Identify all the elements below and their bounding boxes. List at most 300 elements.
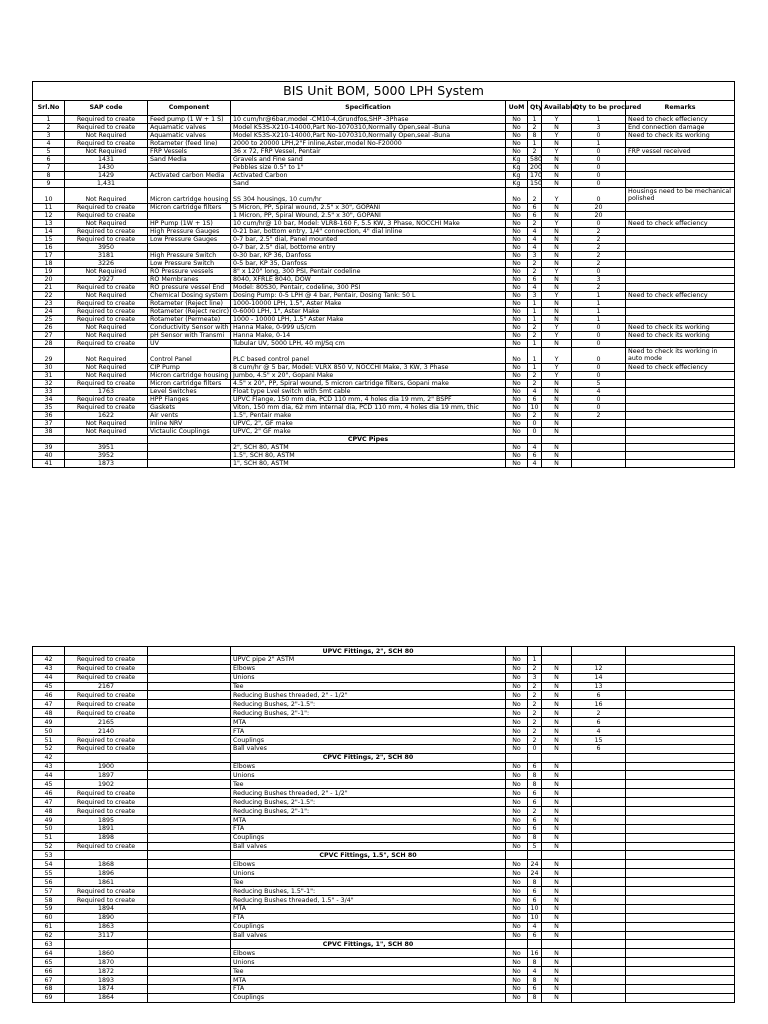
cell-qty: 3 [528, 292, 542, 300]
table-row [33, 124, 735, 132]
empty-cell [33, 436, 65, 444]
cell-spec: Reducing Bushes threaded, 1.5" - 3/4" [231, 895, 506, 904]
cell-avail: Y [542, 372, 572, 380]
cell-component: RO Membranes [148, 276, 231, 284]
cell-uom: No [506, 380, 528, 388]
table-row [33, 212, 735, 220]
table-row [33, 372, 735, 380]
cell-proc [572, 922, 626, 931]
cell-uom: No [506, 975, 528, 984]
cell-sap [65, 753, 148, 762]
cell-component: Gaskets [148, 404, 231, 412]
cell-avail: N [542, 949, 572, 958]
cell-component [148, 460, 231, 468]
cell-sap: 1873 [65, 460, 148, 468]
cell-srl: 12 [33, 212, 65, 220]
cell-component [148, 842, 231, 851]
cell-proc: 1 [572, 308, 626, 316]
cell-sap: Required to create [65, 887, 148, 896]
cell-proc: 0 [572, 164, 626, 172]
cell-qty: 3 [528, 252, 542, 260]
cell-proc [572, 975, 626, 984]
cell-component [148, 709, 231, 718]
cell-spec: Reducing Bushes, 2"-1.5": [231, 700, 506, 709]
table-row [33, 276, 735, 284]
table-row [33, 236, 735, 244]
table-row [33, 940, 735, 949]
cell-spec: 36 x 72, FRP Vessel, Pentair [231, 148, 506, 156]
cell-component [148, 771, 231, 780]
cell-avail: N [542, 824, 572, 833]
cell-sap: Required to create [65, 380, 148, 388]
cell-component: Aquamatic valves [148, 132, 231, 140]
cell-remarks [626, 664, 735, 673]
cell-avail: Y [542, 332, 572, 340]
cell-srl: 17 [33, 252, 65, 260]
cell-avail: N [542, 172, 572, 180]
cell-srl: 14 [33, 228, 65, 236]
cell-avail: N [542, 727, 572, 736]
empty-cell [33, 647, 65, 656]
cell-avail: Y [542, 292, 572, 300]
cell-qty: 2 [528, 332, 542, 340]
table-row [33, 180, 735, 188]
cell-remarks: End connection damage [626, 124, 735, 132]
table-row [33, 869, 735, 878]
cell-remarks [626, 780, 735, 789]
cell-spec: Reducing Bushes threaded, 2" - 1/2" [231, 789, 506, 798]
cell-sap: Not Required [65, 364, 148, 372]
cell-qty: 8 [528, 878, 542, 887]
cell-component [148, 180, 231, 188]
cell-qty: 6 [528, 204, 542, 212]
cell-component: High Pressure Switch [148, 252, 231, 260]
table-row [33, 420, 735, 428]
cell-proc: 5 [572, 380, 626, 388]
cell-uom: No [506, 220, 528, 228]
cell-proc [572, 949, 626, 958]
cell-qty: 8 [528, 132, 542, 140]
table-row [33, 967, 735, 976]
cell-remarks [626, 753, 735, 762]
cell-spec: Model K53S-X210-14000,Part No-1070310,Normally Open,seal -Buna [231, 124, 506, 132]
cell-avail: N [542, 673, 572, 682]
cell-qty: 24 [528, 869, 542, 878]
cell-srl: 37 [33, 420, 65, 428]
cell-uom: No [506, 949, 528, 958]
cell-component: UV [148, 340, 231, 348]
cell-avail: N [542, 396, 572, 404]
cell-srl: 54 [33, 860, 65, 869]
cell-avail: N [542, 164, 572, 172]
cell-spec: 8" x 120" long, 300 PSI, Pentair codeline [231, 268, 506, 276]
cell-avail: N [542, 300, 572, 308]
cell-qty: 1 [528, 316, 542, 324]
cell-sap: Required to create [65, 895, 148, 904]
cell-srl: 45 [33, 682, 65, 691]
cell-remarks [626, 276, 735, 284]
cell-uom: No [506, 709, 528, 718]
table-row [33, 116, 735, 124]
cell-proc: 2 [572, 709, 626, 718]
cell-qty: 2 [528, 691, 542, 700]
cell-spec: Couplings [231, 833, 506, 842]
cell-qty: 1 [528, 655, 542, 664]
cell-qty: 8 [528, 780, 542, 789]
cell-avail: N [542, 904, 572, 913]
cell-remarks [626, 718, 735, 727]
cell-qty: 2 [528, 380, 542, 388]
cell-uom: No [506, 655, 528, 664]
cell-sap: 1900 [65, 762, 148, 771]
cell-proc [572, 420, 626, 428]
header-row [33, 101, 735, 116]
cell-qty: 8 [528, 993, 542, 1002]
cell-srl: 35 [33, 404, 65, 412]
cell-qty: 0 [528, 420, 542, 428]
cell-sap: Required to create [65, 236, 148, 244]
cell-remarks [626, 949, 735, 958]
cell-qty: 1 [528, 364, 542, 372]
cell-srl: 48 [33, 807, 65, 816]
cell-sap: 1870 [65, 958, 148, 967]
cell-spec: 10 cum/hr@ 10 bar, Model: VLR8-160 F, 5.5 KW, 3 Phase, NOCCHI Make [231, 220, 506, 228]
cell-spec: 0-7 bar, 2.5" dial, Panel mounted [231, 236, 506, 244]
cell-component [148, 878, 231, 887]
table-row [33, 172, 735, 180]
cell-proc [572, 967, 626, 976]
cell-avail [542, 940, 572, 949]
cell-sap: Not Required [65, 188, 148, 204]
cell-qty: 2 [528, 412, 542, 420]
cell-proc: 0 [572, 372, 626, 380]
cell-sap: 1890 [65, 913, 148, 922]
cell-avail [542, 655, 572, 664]
table-row [33, 878, 735, 887]
cell-qty: 2 [528, 735, 542, 744]
cell-uom: No [506, 276, 528, 284]
cell-proc [572, 851, 626, 860]
cell-sap: 1893 [65, 975, 148, 984]
cell-proc: 2 [572, 244, 626, 252]
cell-avail: N [542, 922, 572, 931]
cell-spec: 0-6000 LPH, 1", Aster Make [231, 308, 506, 316]
table-row [33, 228, 735, 236]
cell-proc [572, 824, 626, 833]
cell-srl: 2 [33, 124, 65, 132]
cell-avail: N [542, 308, 572, 316]
cell-srl: 40 [33, 452, 65, 460]
cell-component [148, 744, 231, 753]
cell-qty: 6 [528, 276, 542, 284]
header-spec: Specification [231, 101, 506, 116]
table-row [33, 993, 735, 1002]
cell-remarks [626, 762, 735, 771]
cell-component: Low Pressure Gauges [148, 236, 231, 244]
cell-remarks [626, 412, 735, 420]
cell-proc: 2 [572, 252, 626, 260]
table-row [33, 364, 735, 372]
cell-qty: 4 [528, 236, 542, 244]
cell-spec: 1.5", SCH 80, ASTM [231, 452, 506, 460]
cell-qty: 2 [528, 324, 542, 332]
cell-proc [572, 904, 626, 913]
cell-sap: 1895 [65, 815, 148, 824]
cell-remarks [626, 212, 735, 220]
cell-remarks [626, 682, 735, 691]
cell-uom: No [506, 148, 528, 156]
cell-sap: Required to create [65, 655, 148, 664]
cell-srl: 19 [33, 268, 65, 276]
cell-proc: 0 [572, 148, 626, 156]
cell-proc: 6 [572, 744, 626, 753]
cell-qty: 16 [528, 949, 542, 958]
cell-uom: No [506, 452, 528, 460]
cell-sap: Required to create [65, 673, 148, 682]
cell-proc: 2 [572, 228, 626, 236]
cell-sap: 1430 [65, 164, 148, 172]
cell-sap: 1,431 [65, 180, 148, 188]
cell-uom: No [506, 762, 528, 771]
bom-table [32, 81, 735, 468]
cell-component [148, 851, 231, 860]
cell-qty: 2 [528, 727, 542, 736]
cell-spec: CPVC Fittings, 2", SCH 80 [231, 753, 506, 762]
cell-uom: No [506, 824, 528, 833]
cell-avail: N [542, 984, 572, 993]
cell-sap: 1431 [65, 156, 148, 164]
cell-srl: 32 [33, 380, 65, 388]
cell-avail: Y [542, 220, 572, 228]
cell-component [148, 807, 231, 816]
table-row [33, 452, 735, 460]
cell-uom: No [506, 236, 528, 244]
cell-qty: 580 [528, 156, 542, 164]
cell-component [148, 833, 231, 842]
cell-component: Aquamatic valves [148, 124, 231, 132]
cell-srl: 5 [33, 148, 65, 156]
cell-spec: Float type Lvel switch with 5mt cable [231, 388, 506, 396]
cell-proc: 0 [572, 324, 626, 332]
cell-component [148, 780, 231, 789]
cell-uom: No [506, 316, 528, 324]
cell-uom: Kg [506, 180, 528, 188]
cell-sap: 1902 [65, 780, 148, 789]
cell-avail: Y [542, 364, 572, 372]
cell-srl: 51 [33, 735, 65, 744]
cell-avail: N [542, 316, 572, 324]
cell-avail: N [542, 228, 572, 236]
cell-proc: 12 [572, 664, 626, 673]
cell-srl: 44 [33, 673, 65, 682]
cell-component [148, 860, 231, 869]
cell-proc [572, 798, 626, 807]
cell-spec: Model K53S-X210-14000,Part No-1070310,Normally Open,seal -Buna [231, 132, 506, 140]
cell-sap: 1622 [65, 412, 148, 420]
cell-remarks [626, 958, 735, 967]
cell-sap: Not Required [65, 148, 148, 156]
cell-avail: N [542, 664, 572, 673]
cell-sap: 2165 [65, 718, 148, 727]
cell-proc: 0 [572, 348, 626, 364]
cell-avail: N [542, 380, 572, 388]
table-row [33, 949, 735, 958]
cell-uom: No [506, 887, 528, 896]
cell-uom: No [506, 691, 528, 700]
cell-component: HP Pump (1W + 1S) [148, 220, 231, 228]
cell-spec: UPVC Flange, 150 mm dia, PCD 110 mm, 4 holes dia 19 mm, 2" BSPF [231, 396, 506, 404]
table-row [33, 396, 735, 404]
table-row [33, 348, 735, 364]
cell-component [148, 682, 231, 691]
section-row [33, 436, 735, 444]
table-row [33, 860, 735, 869]
table-row [33, 718, 735, 727]
cell-avail: N [542, 412, 572, 420]
cell-avail: N [542, 958, 572, 967]
cell-sap: Required to create [65, 664, 148, 673]
cell-component [148, 958, 231, 967]
cell-remarks [626, 851, 735, 860]
cell-proc: 0 [572, 364, 626, 372]
cell-avail: N [542, 887, 572, 896]
cell-component [148, 664, 231, 673]
table-row [33, 460, 735, 468]
cell-srl: 43 [33, 762, 65, 771]
cell-uom: No [506, 348, 528, 364]
cell-spec: Reducing Bushes threaded, 2" - 1/2" [231, 691, 506, 700]
cell-proc [572, 931, 626, 940]
cell-proc: 20 [572, 204, 626, 212]
cell-remarks [626, 993, 735, 1002]
cell-avail: N [542, 842, 572, 851]
cell-proc [572, 940, 626, 949]
cell-sap: Required to create [65, 798, 148, 807]
cell-sap: Required to create [65, 842, 148, 851]
cell-uom: No [506, 958, 528, 967]
cell-remarks [626, 444, 735, 452]
cell-qty: 10 [528, 913, 542, 922]
cell-srl: 65 [33, 958, 65, 967]
cell-proc [572, 895, 626, 904]
cell-srl: 23 [33, 300, 65, 308]
cell-spec: Ball valves [231, 744, 506, 753]
cell-qty: 8 [528, 771, 542, 780]
table-row [33, 132, 735, 140]
table-row [33, 682, 735, 691]
cell-sap: Required to create [65, 789, 148, 798]
cell-spec: 0-30 bar, KP 36, Danfoss [231, 252, 506, 260]
cell-uom: No [506, 188, 528, 204]
cell-srl: 29 [33, 348, 65, 364]
cell-component: Control Panel [148, 348, 231, 364]
cell-spec: MTA [231, 904, 506, 913]
cell-avail: N [542, 913, 572, 922]
cell-uom: No [506, 869, 528, 878]
cell-qty: 6 [528, 824, 542, 833]
cell-component: pH Sensor with Transmi [148, 332, 231, 340]
cell-remarks: Need to check its working [626, 332, 735, 340]
cell-remarks [626, 869, 735, 878]
cell-qty: 6 [528, 887, 542, 896]
cell-avail: N [542, 975, 572, 984]
cell-spec: 10 cum/hr@6bar,model -CM10-4,Grundfos,SHP -3Phase [231, 116, 506, 124]
cell-remarks [626, 673, 735, 682]
cell-proc: 0 [572, 172, 626, 180]
cell-remarks [626, 340, 735, 348]
cell-remarks [626, 744, 735, 753]
table-row [33, 380, 735, 388]
cell-spec: Unions [231, 771, 506, 780]
cell-remarks [626, 308, 735, 316]
cell-proc: 20 [572, 212, 626, 220]
cell-uom: No [506, 292, 528, 300]
cell-proc: 1 [572, 316, 626, 324]
cell-component: Rotameter (Reject line) [148, 300, 231, 308]
empty-cell [572, 436, 626, 444]
table-row [33, 735, 735, 744]
cell-component [148, 735, 231, 744]
table-row [33, 268, 735, 276]
cell-sap: 3181 [65, 252, 148, 260]
cell-srl: 1 [33, 116, 65, 124]
cell-proc [572, 780, 626, 789]
cell-proc [572, 860, 626, 869]
cell-spec: MTA [231, 975, 506, 984]
cell-component [148, 164, 231, 172]
cell-sap: 1763 [65, 388, 148, 396]
empty-cell [626, 436, 735, 444]
cell-srl: 63 [33, 940, 65, 949]
cell-sap: 1896 [65, 869, 148, 878]
cell-uom: No [506, 967, 528, 976]
cell-spec: FTA [231, 984, 506, 993]
header-procure: Qty to be procured [572, 101, 626, 116]
cell-sap: Not Required [65, 372, 148, 380]
cell-proc: 13 [572, 682, 626, 691]
cell-sap: 1898 [65, 833, 148, 842]
table-row [33, 324, 735, 332]
cell-spec: Pebbles size 0.5" to 1" [231, 164, 506, 172]
cell-uom [506, 940, 528, 949]
cell-proc: 0 [572, 220, 626, 228]
cell-uom: No [506, 340, 528, 348]
cell-spec: FTA [231, 913, 506, 922]
cell-qty: 2 [528, 220, 542, 228]
cell-spec: 1000 - 10000 LPH, 1.5" Aster Make [231, 316, 506, 324]
cell-spec: MTA [231, 815, 506, 824]
cell-sap: Required to create [65, 316, 148, 324]
cell-uom: No [506, 664, 528, 673]
cell-sap: 3117 [65, 931, 148, 940]
cell-spec: Tee [231, 967, 506, 976]
cell-avail: N [542, 452, 572, 460]
cell-avail: N [542, 682, 572, 691]
cell-srl: 44 [33, 771, 65, 780]
cell-component [148, 691, 231, 700]
cell-sap: Not Required [65, 420, 148, 428]
cell-avail: N [542, 260, 572, 268]
cell-uom: No [506, 396, 528, 404]
cell-sap: 1872 [65, 967, 148, 976]
cell-spec: Model: 80S30, Pentair, codeline, 300 PSI [231, 284, 506, 292]
cell-qty: 1 [528, 116, 542, 124]
cell-remarks [626, 164, 735, 172]
cell-remarks [626, 727, 735, 736]
cell-qty: 6 [528, 212, 542, 220]
cell-remarks [626, 316, 735, 324]
cell-remarks [626, 807, 735, 816]
